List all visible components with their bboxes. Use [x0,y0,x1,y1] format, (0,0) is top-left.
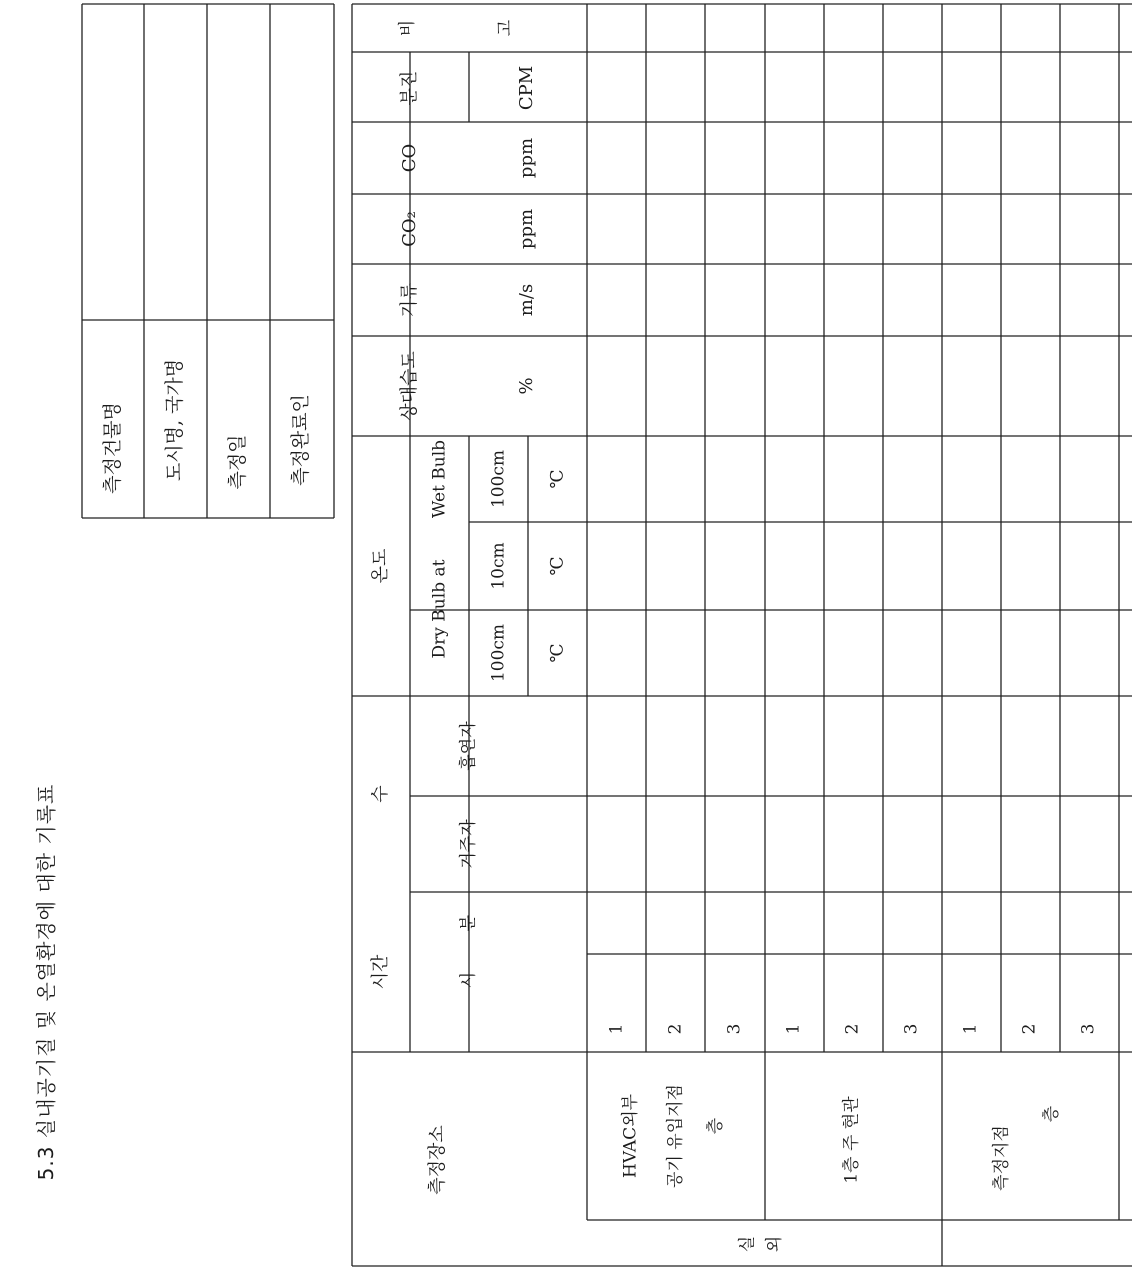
page-title: 5.3 실내공기질 및 온열환경에 대한 기록표 [34,783,58,1181]
people-header: 수 [370,785,391,803]
row-number: 2 [1019,1023,1040,1035]
dry-bulb-10cm: 10cm [488,542,509,590]
time-minute-header: 분 [458,914,479,932]
location-group-3-line2: 층 [1041,1105,1062,1123]
time-hour-header: 시 [458,971,479,989]
smokers-header: 흡연자 [458,721,479,771]
row-number: 2 [665,1023,686,1035]
remarks-header-2: 고 [495,19,516,37]
location-group-1-line1: HVAC외부 [620,1093,641,1179]
outdoor-label-2: 외 [764,1235,785,1253]
location-group-2-line1: 1층 주 현관 [841,1096,862,1184]
dry-bulb-header: Dry Bulb at [429,559,450,659]
airflow-unit: m/s [516,283,537,317]
co-header: CO [399,143,420,173]
location-group-1-line2: 공기 유입지점 [665,1084,686,1188]
humidity-header: 상대습도 [399,351,420,421]
airflow-header: 기류 [399,282,420,318]
co2-unit: ppm [516,208,537,250]
row-number: 3 [1078,1023,1099,1035]
residents-header: 거주자 [458,819,479,869]
remarks-header-1: 비 [397,19,418,37]
location-group-1-line3: 층 [705,1117,726,1135]
dry-bulb-100cm: 100cm [488,623,509,683]
info-label-completer: 측정완료인 [289,394,312,486]
humidity-unit: % [516,377,537,395]
location-header: 측정장소 [427,1125,448,1195]
info-label-date: 측정일 [226,434,249,490]
info-label-building: 측정건물명 [101,402,124,494]
outdoor-label-1: 실 [737,1235,758,1253]
time-header: 시간 [370,954,391,990]
row-number: 1 [606,1023,627,1035]
co2-header: CO₂ [399,211,420,247]
temperature-header: 온도 [370,548,391,584]
row-number: 3 [724,1023,745,1035]
location-group-3-line1: 측정지점 [991,1125,1012,1191]
dry-bulb-100cm-unit: ℃ [547,643,568,663]
row-number: 2 [842,1023,863,1035]
wet-bulb-header: Wet Bulb [429,439,450,519]
row-number: 1 [783,1023,804,1035]
dry-bulb-10cm-unit: ℃ [547,556,568,576]
info-label-city: 도시명, 국가명 [163,358,186,482]
row-number: 3 [901,1023,922,1035]
dust-header: 분진 [399,70,420,106]
co-unit: ppm [516,137,537,179]
wet-bulb-unit: ℃ [547,469,568,489]
dust-unit: CPM [516,65,537,111]
row-number: 1 [960,1023,981,1035]
wet-bulb-100cm: 100cm [488,449,509,509]
